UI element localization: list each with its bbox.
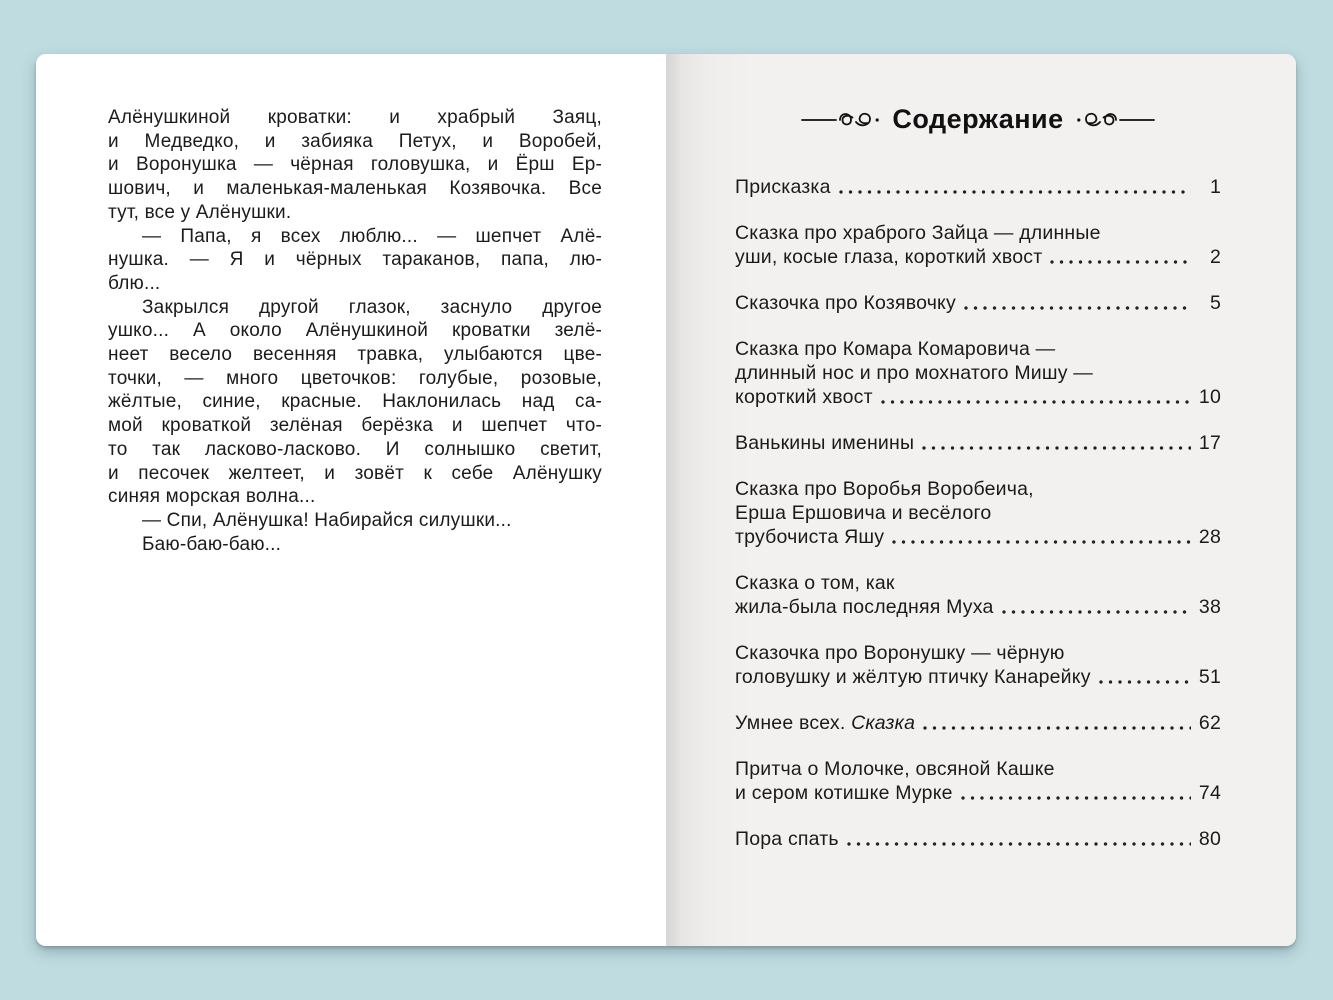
toc-title-row (735, 104, 1221, 135)
toc-dot-leader (838, 189, 1191, 195)
left-page-text (108, 106, 602, 556)
ornament-left-icon (800, 108, 880, 132)
toc-entry-final-line (735, 665, 1221, 689)
toc-dot-leader (1049, 259, 1191, 265)
text-line: и Воронушка — чёрная головушка, и Ёрш Ер- (108, 154, 602, 176)
text-line: нушка. — Я и чёрных тараканов, папа, лю- (108, 249, 602, 271)
toc-entry (735, 291, 1221, 315)
toc-entry-final-line (735, 525, 1221, 549)
toc-entry (735, 175, 1221, 199)
paragraph (108, 509, 602, 556)
toc-dot-leader (1001, 609, 1192, 615)
toc-list (735, 175, 1221, 851)
toc-page-number: 2 (1209, 246, 1221, 268)
toc-entry-title: Ванькины именины (735, 432, 915, 454)
toc-entry-title: головушку и жёлтую птичку Канарейку (735, 666, 1091, 688)
toc-entry-final-line (735, 431, 1221, 455)
text-line: и Медведко, и забияка Петух, и Воробей, (108, 130, 602, 152)
toc-page-number: 62 (1198, 712, 1221, 734)
toc-entry-title: жила-была последняя Муха (735, 596, 994, 618)
toc-page-number: 17 (1198, 432, 1221, 454)
text-line: жёлтые, синие, красные. Наклонилась над са- (108, 391, 602, 413)
text-line: синяя морская волна... (108, 486, 316, 508)
toc-entry-final-line (735, 291, 1221, 315)
toc-entry (735, 337, 1221, 409)
toc-entry-line: Притча о Молочке, овсяной Кашке (735, 758, 1055, 780)
toc-dot-leader (891, 539, 1191, 545)
toc-entry-final-line (735, 711, 1221, 735)
text-line: и песочек желтеет, и зовёт к себе Алёнушку (108, 462, 602, 484)
text-line: точки, — много цветочков: голубые, розовые, (108, 367, 602, 389)
text-line: мой кроваткой зелёная берёзка и шепчет что- (108, 415, 602, 437)
text-line: Закрылся другой глазок, заснуло другое (142, 296, 602, 318)
toc-page-number: 80 (1198, 828, 1221, 850)
toc-entry-final-line (735, 827, 1221, 851)
toc-entry (735, 641, 1221, 689)
book-spread (36, 54, 1296, 946)
paragraph (108, 296, 602, 509)
text-line: Алёнушкиной кроватки: и храбрый Заяц, (108, 107, 602, 128)
toc-entry-line: Сказка про Воробья Воробеича, (735, 478, 1034, 500)
toc-page-number: 28 (1198, 526, 1221, 548)
toc-entry (735, 431, 1221, 455)
toc-entry-final-line (735, 175, 1221, 199)
toc-entry-final-line (735, 781, 1221, 805)
table-of-contents (735, 104, 1221, 873)
toc-entry-title: Пора спать (735, 828, 839, 850)
toc-entry-title: Умнее всех. Сказка (735, 712, 916, 734)
toc-entry (735, 477, 1221, 549)
text-line: блю... (108, 272, 161, 294)
toc-entry-title: Сказочка про Козявочку (735, 292, 956, 314)
toc-entry-line: Сказка о том, как (735, 572, 895, 594)
toc-entry-final-line (735, 245, 1221, 269)
toc-entry-title: трубочиста Яшу (735, 526, 885, 548)
toc-page-number: 74 (1198, 782, 1221, 804)
toc-entry-line: длинный нос и про мохнатого Мишу — (735, 362, 1093, 384)
toc-dot-leader (1098, 679, 1191, 685)
left-page (36, 54, 666, 946)
toc-title: Содержание (892, 104, 1064, 134)
toc-entry-final-line (735, 595, 1221, 619)
toc-entry-line: Ерша Ершовича и весёлого (735, 502, 992, 524)
text-line: — Папа, я всех люблю... — шепчет Алё- (142, 225, 602, 247)
text-line: шович, и маленькая-маленькая Козявочка. Все (108, 178, 602, 200)
toc-entry-line: Сказка про Комара Комаровича — (735, 338, 1056, 360)
toc-entry (735, 221, 1221, 269)
toc-entry-final-line (735, 385, 1221, 409)
toc-entry-line: Сказочка про Воронушку — чёрную (735, 642, 1065, 664)
text-line: Баю-баю-баю... (142, 533, 282, 555)
toc-dot-leader (846, 841, 1191, 847)
toc-entry-title: короткий хвост (735, 386, 873, 408)
toc-entry (735, 711, 1221, 735)
toc-page-number: 5 (1209, 292, 1221, 314)
toc-page-number: 1 (1209, 176, 1221, 198)
ornament-right-icon (1076, 108, 1156, 132)
toc-page-number: 51 (1198, 666, 1221, 688)
toc-entry (735, 757, 1221, 805)
toc-entry (735, 827, 1221, 851)
paragraph (108, 106, 602, 225)
text-line: тут, все у Алёнушки. (108, 201, 292, 223)
right-page (666, 54, 1296, 946)
toc-entry-line: Сказка про храброго Зайца — длинные (735, 222, 1101, 244)
text-line: — Спи, Алёнушка! Набирайся силушки... (142, 509, 512, 531)
toc-entry-title: уши, косые глаза, короткий хвост (735, 246, 1043, 268)
toc-entry-title: и сером котишке Мурке (735, 782, 953, 804)
toc-dot-leader (921, 445, 1191, 451)
toc-dot-leader (960, 795, 1191, 801)
text-line: ушко... А около Алёнушкиной кроватки зелё- (108, 320, 602, 342)
text-line: то так ласково-ласково. И солнышко светит, (108, 438, 602, 460)
toc-dot-leader (963, 305, 1191, 311)
toc-page-number: 38 (1198, 596, 1221, 618)
toc-dot-leader (880, 399, 1191, 405)
paragraph (108, 225, 602, 296)
text-line: неет весело весенняя травка, улыбаются цве- (108, 344, 602, 366)
toc-dot-leader (922, 725, 1191, 731)
toc-entry-title: Присказка (735, 176, 831, 198)
toc-page-number: 10 (1198, 386, 1221, 408)
toc-entry (735, 571, 1221, 619)
